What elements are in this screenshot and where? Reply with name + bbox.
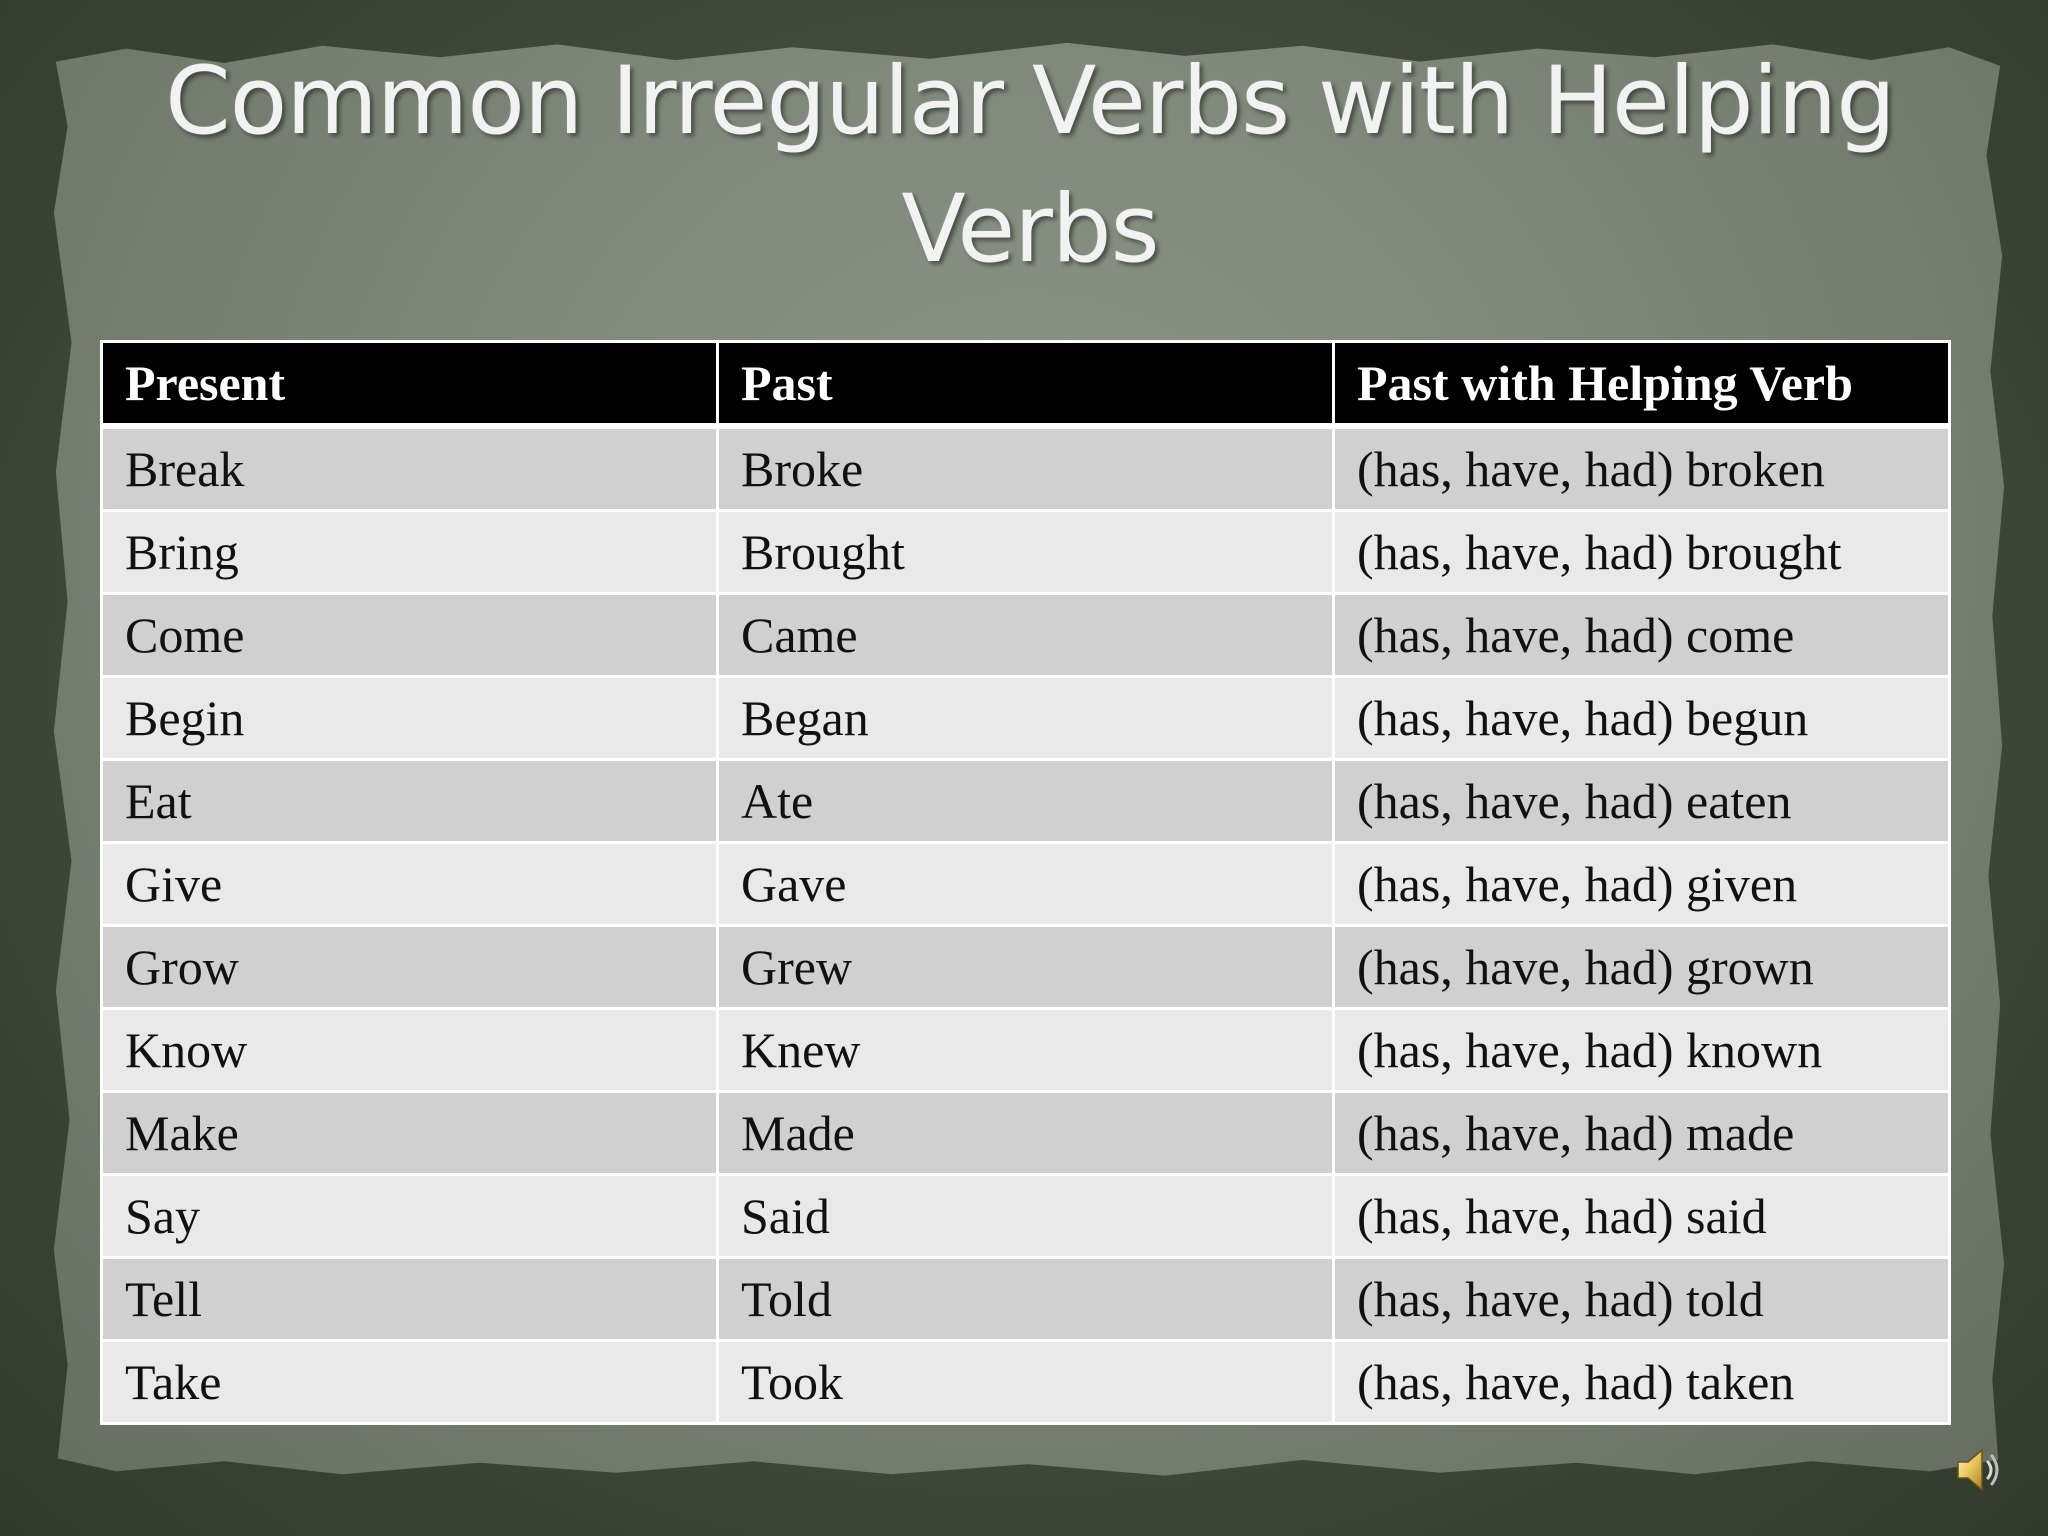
table-row bbox=[102, 1092, 1950, 1175]
cell-past-participle: (has, have, had) grown bbox=[1334, 926, 1950, 1009]
cell-present: Give bbox=[102, 843, 718, 926]
cell-past-participle: (has, have, had) known bbox=[1334, 1009, 1950, 1092]
irregular-verbs-table bbox=[100, 340, 1951, 1425]
cell-present: Say bbox=[102, 1175, 718, 1258]
cell-past: Gave bbox=[718, 843, 1334, 926]
speaker-icon-graphic bbox=[1952, 1440, 2008, 1500]
cell-past: Brought bbox=[718, 511, 1334, 594]
table-row bbox=[102, 1009, 1950, 1092]
cell-past: Came bbox=[718, 594, 1334, 677]
cell-present: Break bbox=[102, 426, 718, 511]
cell-past-participle: (has, have, had) taken bbox=[1334, 1341, 1950, 1424]
cell-past: Made bbox=[718, 1092, 1334, 1175]
table-row bbox=[102, 760, 1950, 843]
cell-present: Know bbox=[102, 1009, 718, 1092]
table-row bbox=[102, 677, 1950, 760]
speaker-icon[interactable] bbox=[1952, 1440, 2008, 1500]
column-header-present: Present bbox=[102, 342, 718, 427]
table-row bbox=[102, 843, 1950, 926]
cell-past: Told bbox=[718, 1258, 1334, 1341]
table-row bbox=[102, 1258, 1950, 1341]
cell-present: Come bbox=[102, 594, 718, 677]
table-row bbox=[102, 1341, 1950, 1424]
cell-past: Knew bbox=[718, 1009, 1334, 1092]
cell-past-participle: (has, have, had) made bbox=[1334, 1092, 1950, 1175]
cell-past-participle: (has, have, had) broken bbox=[1334, 426, 1950, 511]
cell-present: Take bbox=[102, 1341, 718, 1424]
table-row bbox=[102, 594, 1950, 677]
table-row bbox=[102, 426, 1950, 511]
cell-past-participle: (has, have, had) eaten bbox=[1334, 760, 1950, 843]
cell-past-participle: (has, have, had) brought bbox=[1334, 511, 1950, 594]
cell-past: Said bbox=[718, 1175, 1334, 1258]
cell-past-participle: (has, have, had) come bbox=[1334, 594, 1950, 677]
cell-present: Eat bbox=[102, 760, 718, 843]
cell-present: Bring bbox=[102, 511, 718, 594]
cell-past: Grew bbox=[718, 926, 1334, 1009]
table-row bbox=[102, 1175, 1950, 1258]
cell-past-participle: (has, have, had) begun bbox=[1334, 677, 1950, 760]
cell-present: Grow bbox=[102, 926, 718, 1009]
table-row bbox=[102, 926, 1950, 1009]
cell-past: Broke bbox=[718, 426, 1334, 511]
cell-past-participle: (has, have, had) said bbox=[1334, 1175, 1950, 1258]
column-header-past-with-helping-verb: Past with Helping Verb bbox=[1334, 342, 1950, 427]
cell-past-participle: (has, have, had) given bbox=[1334, 843, 1950, 926]
cell-present: Begin bbox=[102, 677, 718, 760]
cell-present: Make bbox=[102, 1092, 718, 1175]
table-header-row bbox=[102, 342, 1950, 427]
cell-present: Tell bbox=[102, 1258, 718, 1341]
slide-title: Common Irregular Verbs with Helping Verbs bbox=[165, 47, 1895, 284]
table-row bbox=[102, 511, 1950, 594]
cell-past-participle: (has, have, had) told bbox=[1334, 1258, 1950, 1341]
cell-past: Took bbox=[718, 1341, 1334, 1424]
cell-past: Began bbox=[718, 677, 1334, 760]
cell-past: Ate bbox=[718, 760, 1334, 843]
column-header-past: Past bbox=[718, 342, 1334, 427]
